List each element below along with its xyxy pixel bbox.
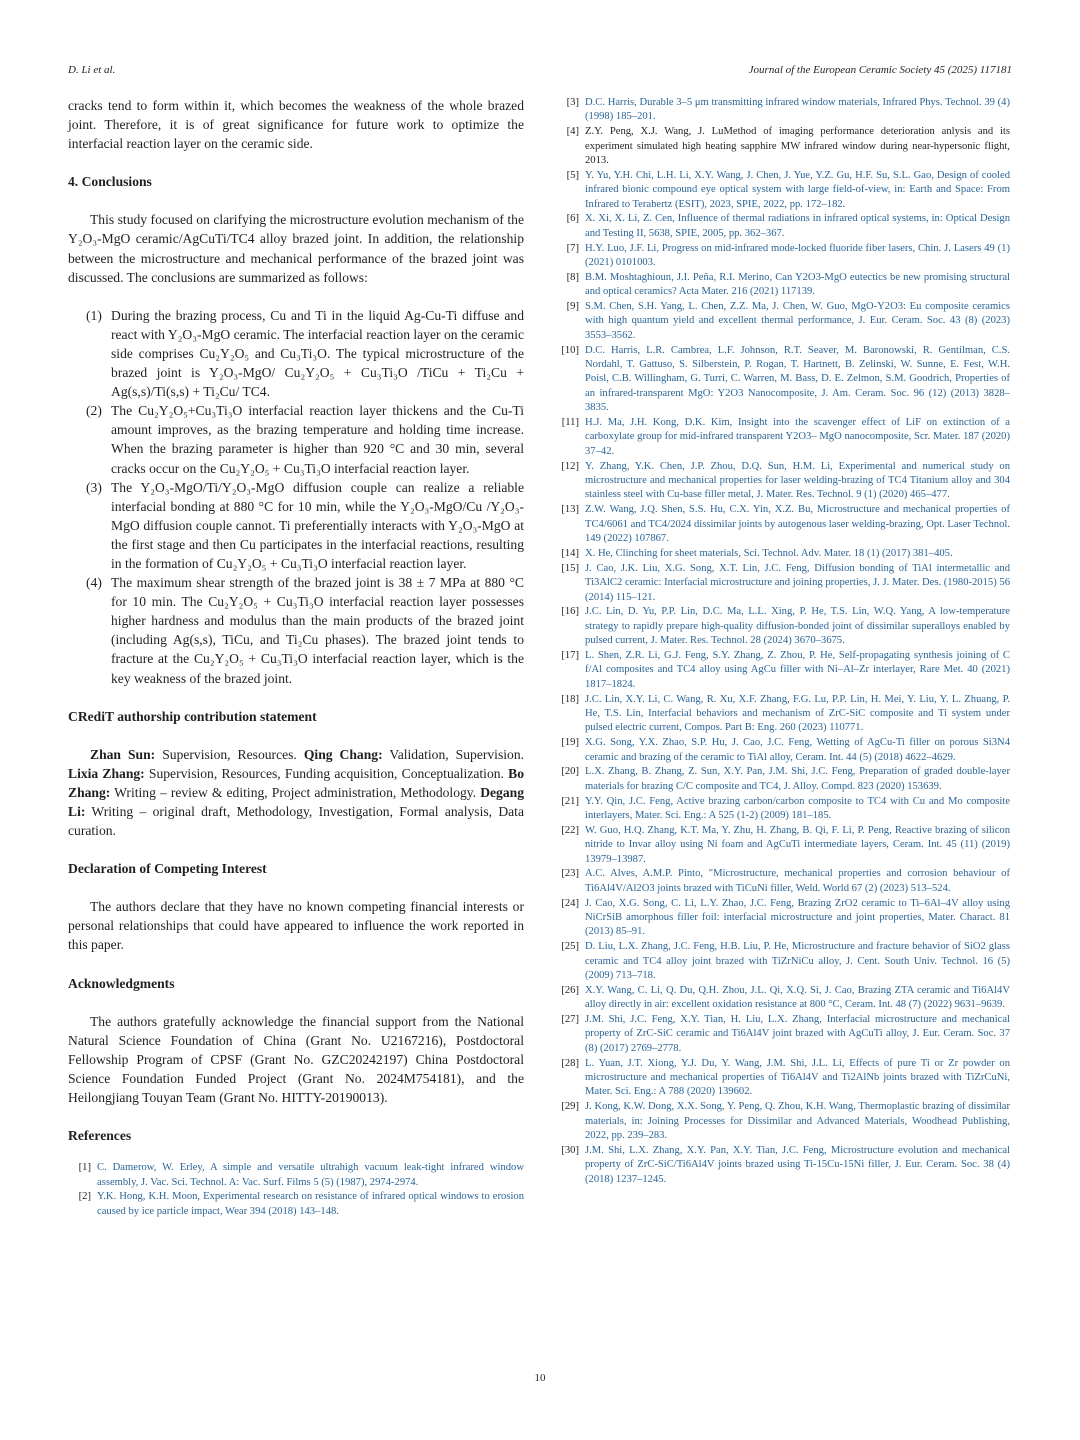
reference-number: [21] xyxy=(561,795,579,807)
references-list-left xyxy=(68,1161,524,1219)
reference-number: [2] xyxy=(78,1191,91,1203)
conclusion-label: (3) xyxy=(86,479,102,495)
credit-roles: Writing – original draft, Methodology, Investigation, Formal analysis, Data curation. xyxy=(68,804,524,839)
reference-link[interactable]: L. Yuan, J.T. Xiong, Y.J. Du, Y. Wang, J.M. Shi, J.L. Li, Effects of pure Ti or Zr powder on microstructure and mechanical properties of Ti6Al4V and Ti2AlNb joints brazed with TiZrCuNi, Mater. Sci. Eng.: A 788 (2020) 139602. xyxy=(585,1057,1010,1098)
credit-roles: Validation, Supervision. xyxy=(382,746,525,762)
credit-name: Zhan Sun: xyxy=(90,746,156,762)
reference-number: [25] xyxy=(561,941,579,953)
conclusion-text: The Cu₂Y₂O₅+Cu₃Ti₃O interfacial reaction layer thickens and the Cu-Ti amount improves, as the brazing temperature and holding time increase. When the brazing parameter is higher than 920 °C and 30 min, several cracks occur on the Cu₂Y₂O₅ + Cu₃Ti₃O interfacial reaction layer. xyxy=(111,403,524,476)
reference-link[interactable]: X. He, Clinching for sheet materials, Sci. Technol. Adv. Mater. 18 (1) (2017) 381–405. xyxy=(585,547,953,559)
conclusion-text: The maximum shear strength of the brazed joint is 38 ± 7 MPa at 880 °C for 10 min. The Cu₂Y₂O₅ + Cu₃Ti₃O interfacial reaction layer possesses higher hardness and modulus than the main products of the brazed joint (including Ag(s,s), TiCu, and Ti₂Cu phases). The brazed joint tends to fracture at the Cu₂Y₂O₅ + Cu₃Ti₃O interfacial reaction layer, which is the key weakness of the brazed joint. xyxy=(111,575,524,686)
reference-number: [9] xyxy=(566,301,579,313)
reference-link[interactable]: J.C. Lin, D. Yu, P.P. Lin, D.C. Ma, L.L. Xing, P. He, T.S. Lin, W.Q. Yang, A low-temperature strategy to rapidly prepare high-quality diffusion-bonded joint of dissimilar superalloys enabled by pulsed current, J. Mater. Res. Technol. 28 (2024) 3670–3675. xyxy=(585,606,1010,647)
reference-link[interactable]: Y.Y. Qin, J.C. Feng, Active brazing carbon/carbon composite to TC4 with Cu and Mo composite interlayers, Mater. Sci. Eng.: A 525 (1-2) (2009) 181–185. xyxy=(585,795,1010,821)
reference-item xyxy=(556,693,1010,736)
reference-number: [20] xyxy=(561,766,579,778)
reference-number: [14] xyxy=(561,547,579,559)
reference-item xyxy=(556,212,1010,241)
reference-link[interactable]: C. Damerow, W. Erley, A simple and versatile ultrahigh vacuum leak-tight infrared window assembly, J. Vac. Sci. Technol. A: Vac. Surf. Films 5 (5) (1987), 2974-2974. xyxy=(97,1162,524,1188)
conclusions-heading: 4. Conclusions xyxy=(68,174,152,190)
reference-link[interactable]: X. Xi, X. Li, Z. Cen, Influence of thermal radiations in infrared optical systems, in: Optical Design and Testing II, 5638, SPIE, 2005, pp. 362–367. xyxy=(585,213,1010,239)
reference-link[interactable]: D.C. Harris, L.R. Cambrea, L.F. Johnson, R.T. Seaver, M. Baronowski, R. Gentilman, C.S. Nordahl, T. Gattuso, S. Silberstein, P. Rogan, T. Hartnett, B. Zelinski, W. Sunne, E. Fest, W.H. Poisl, C.B. Willingham, G. Turri, C. Warren, M. Bass, D. E. Zelmon, S.M. Goodrich, Properties of an infrared-transparent MgO: Y2O3 Nanocomposite, J. Am. Ceram. Soc. 96 (12) (2013) 3828–3835. xyxy=(585,344,1010,414)
reference-item xyxy=(556,1013,1010,1056)
reference-link[interactable]: Y.K. Hong, K.H. Moon, Experimental research on resistance of infrared optical windows to erosion caused by ice particle impact, Wear 394 (2018) 143–148. xyxy=(97,1191,524,1217)
left-column xyxy=(68,96,524,1220)
credit-roles: Supervision, Resources. xyxy=(155,746,304,762)
conclusion-label: (2) xyxy=(86,403,102,419)
reference-number: [30] xyxy=(561,1144,579,1156)
conclusion-item xyxy=(68,306,524,401)
reference-item xyxy=(556,765,1010,794)
reference-item xyxy=(556,649,1010,692)
reference-link[interactable]: Y. Zhang, Y.K. Chen, J.P. Zhou, D.Q. Sun, H.M. Li, Experimental and numerical study on microstructure and mechanical properties for laser welding-brazing of TC4 Titanium alloy and 304 stainless steel with Cu-base filler metal, J. Mater. Res. Technol. 9 (1) (2020) 465–477. xyxy=(585,460,1010,501)
reference-link[interactable]: J.M. Shi, J.C. Feng, X.Y. Tian, H. Liu, L.X. Zhang, Interfacial microstructure and mechanical property of ZrC-SiC ceramic and Ti6Al4V joint brazed with AgCuTi alloy, J. Eur. Ceram. Soc. 37 (8) (2017) 2769–2778. xyxy=(585,1013,1010,1054)
reference-number: [27] xyxy=(561,1013,579,1025)
reference-item xyxy=(556,1100,1010,1143)
reference-number: [1] xyxy=(78,1162,91,1174)
reference-link[interactable]: S.M. Chen, S.H. Yang, L. Chen, Z.Z. Ma, J. Chen, W. Guo, MgO-Y2O3: Eu composite ceramics with high quantum yield and excellent thermal performance, J. Eur. Ceram. Soc. 43 (8) (2023) 3553–3562. xyxy=(585,301,1010,341)
reference-link[interactable]: W. Guo, H.Q. Zhang, K.T. Ma, Y. Zhu, H. Zhang, B. Qi, F. Li, P. Peng, Reactive brazing of silicon nitride to Invar alloy using Ni foam and AgCuTi intermediate layers, Ceram. Int. 45 (11) (2019) 13979–13987. xyxy=(585,824,1010,865)
reference-link[interactable]: Z.W. Wang, J.Q. Shen, S.S. Hu, C.X. Yin, X.Z. Bu, Microstructure and mechanical properties of TC4/6061 and TC4/2024 dissimilar joints by autogenous laser welding-brazing, Opt. Laser Technol. 149 (2022) 107867. xyxy=(585,504,1010,545)
reference-item xyxy=(68,1190,524,1219)
reference-number: [19] xyxy=(561,737,579,749)
reference-number: [18] xyxy=(561,693,579,705)
reference-link[interactable]: J.M. Shi, L.X. Zhang, X.Y. Pan, X.Y. Tian, J.C. Feng, Microstructure evolution and mechanical property of ZrC-SiC/Ti6Al4V joints brazed using Ti-15Cu-15Ni filler, J. Eur. Ceram. Soc. 38 (4) (2018) 1237–1245. xyxy=(585,1144,1010,1185)
running-head-authors: D. Li et al. xyxy=(68,64,116,76)
reference-link[interactable]: D. Liu, L.X. Zhang, J.C. Feng, H.B. Liu, P. He, Microstructure and fracture behavior of SiO2 glass ceramic and TC4 alloy joint brazed with TiZrNiCu alloy, J. Cent. South Univ. Technol. 16 (5) (2009) 713–718. xyxy=(585,941,1010,981)
reference-item xyxy=(556,242,1010,271)
reference-number: [10] xyxy=(561,344,579,356)
reference-item xyxy=(556,344,1010,416)
references-list-right xyxy=(556,96,1010,1187)
credit-name: Degang Li: xyxy=(68,784,524,819)
reference-item xyxy=(556,503,1010,546)
reference-number: [29] xyxy=(561,1101,579,1113)
references-heading: References xyxy=(68,1128,132,1144)
reference-number: [11] xyxy=(561,417,579,429)
page-number: 10 xyxy=(534,1372,546,1384)
conclusion-text: The Y₂O₃-MgO/Ti/Y₂O₃-MgO diffusion couple can realize a reliable interfacial bonding at 880 °C for 10 min, while the Y₂O₃-MgO/Cu /Y₂O₃-MgO diffusion couple cannot. Ti preferentially interacts with Y₂O₃-MgO at the first stage and then Cu participates in the interfacial reactions, resulting in the formation of Cu₂Y₂O₅ + Cu₃Ti₃O interfacial reaction layer. xyxy=(111,479,524,571)
reference-link[interactable]: A.C. Alves, A.M.P. Pinto, "Microstructure, mechanical properties and corrosion behaviour of Ti6Al4V/Al2O3 joints brazed with TiCuNi filler, Weld. World 67 (2) (2023) 513–524. xyxy=(585,868,1010,894)
reference-item xyxy=(556,824,1010,867)
reference-item xyxy=(556,416,1010,459)
continued-paragraph: cracks tend to form within it, which becomes the weakness of the whole brazed joint. Therefore, it is of great significance for future work to optimize the interfacial reaction layer on the ceramic side. xyxy=(68,98,524,152)
reference-link[interactable]: L. Shen, Z.R. Li, G.J. Feng, S.Y. Zhang, Z. Zhou, P. He, Self-propagating synthesis joining of C f/Al composites and TC4 alloy using AgCu filler with Ni–Al–Zr interlayer, Rare Met. 40 (2021) 1817–1824. xyxy=(585,649,1010,690)
competing-text: The authors declare that they have no known competing financial interests or personal relationships that could have appeared to influence the work reported in this paper. xyxy=(68,899,524,953)
reference-link[interactable]: Y. Yu, Y.H. Chi, L.H. Li, X.Y. Wang, J. Chen, J. Yue, Y.Z. Gu, H.F. Su, S.L. Gao, Design of cooled infrared bionic compound eye optical system with large field-of-view, in: Earth and Space: From Infrared to Terahertz (ESIT), 2023, SPIE, 2022, pp. 172–182. xyxy=(585,169,1010,210)
reference-number: [15] xyxy=(561,562,579,574)
credit-name: Qing Chang: xyxy=(303,746,383,762)
credit-name: Bo Zhang: xyxy=(68,765,524,800)
reference-link[interactable]: J. Cao, X.G. Song, C. Li, L.Y. Zhao, J.C. Feng, Brazing ZrO2 ceramic to Ti–6Al–4V alloy using NiCrSiB amorphous filler foil: interfacial microstructure and joint properties, Mater. Charact. 81 (2013) 85–91. xyxy=(585,897,1010,938)
reference-number: [28] xyxy=(561,1057,579,1069)
reference-item xyxy=(556,940,1010,983)
conclusions-list xyxy=(68,306,524,688)
reference-number: [24] xyxy=(561,897,579,909)
reference-item xyxy=(556,547,1010,561)
reference-item xyxy=(556,605,1010,648)
reference-item xyxy=(556,897,1010,940)
reference-number: [4] xyxy=(566,126,579,138)
reference-number: [23] xyxy=(561,868,579,880)
conclusion-item xyxy=(68,401,524,477)
competing-heading: Declaration of Competing Interest xyxy=(68,861,267,877)
reference-text: Z.Y. Peng, X.J. Wang, J. LuMethod of imaging performance deterioration anlysis and its experiment simulated high heating sapphire MW infrared window during near-hypersonic flight, 2013. xyxy=(585,126,1010,167)
reference-item xyxy=(556,460,1010,503)
reference-link[interactable]: X.Y. Wang, C. Li, Q. Du, Q.H. Zhou, J.L. Qi, X.Q. Si, J. Cao, Brazing ZTA ceramic and Ti6Al4V alloy directly in air: excellent oxidation resistance at 800 °C, Ceram. Int. 48 (7) (2022) 9631–9639. xyxy=(585,984,1010,1011)
reference-item xyxy=(556,867,1010,896)
conclusion-text: During the brazing process, Cu and Ti in the liquid Ag-Cu-Ti diffuse and react with Y₂O₃-MgO ceramic. The interfacial reaction layer on the ceramic side comprises Cu₂Y₂O₅ and Cu₃Ti₃O. The typical microstructure of the brazed joint is Y₂O₃-MgO/ Cu₂Y₂O₅ + Cu₃Ti₃O /TiCu + Ti₂Cu + Ag(s,s)/Ti(s,s) + Ti₂Cu/ TC4. xyxy=(111,307,524,400)
reference-item xyxy=(556,300,1010,343)
reference-item xyxy=(68,1161,524,1190)
credit-roles: Supervision, Resources, Funding acquisition, Conceptualization. xyxy=(144,765,509,781)
reference-item xyxy=(556,562,1010,605)
reference-number: [5] xyxy=(566,169,579,181)
credit-name: Lixia Zhang: xyxy=(68,765,145,781)
reference-item xyxy=(556,125,1010,168)
reference-link[interactable]: D.C. Harris, Durable 3–5 μm transmitting infrared window materials, Infrared Phys. Technol. 39 (4) (1998) 185–201. xyxy=(585,97,1010,123)
credit-heading: CRediT authorship contribution statement xyxy=(68,708,317,724)
conclusion-item xyxy=(68,478,524,573)
reference-number: [13] xyxy=(561,504,579,516)
reference-item xyxy=(556,795,1010,824)
running-head-journal: Journal of the European Ceramic Society 45 (2025) 117181 xyxy=(748,64,1012,76)
reference-item xyxy=(556,1057,1010,1100)
reference-number: [22] xyxy=(561,824,579,836)
reference-item xyxy=(556,984,1010,1013)
reference-link[interactable]: J. Kong, K.W. Dong, X.X. Song, Y. Peng, Q. Zhou, K.H. Wang, Thermoplastic brazing of dissimilar materials, in: Joining Processes for Dissimilar and Advanced Materials, Woodhead Publishing, 2022, pp. 239–283. xyxy=(585,1101,1010,1141)
conclusion-label: (1) xyxy=(86,307,102,323)
acknowledgments-text: The authors gratefully acknowledge the financial support from the National Natural Science Foundation of China (Grant No. U2167216), Postdoctoral Fellowship Program of CPSF (Grant No. GZC20242197) China Postdoctoral Science Foundation Funded Project (Grant No. 2024M754181), and the Heilongjiang Touyan Team (Grant No. HITTY-20190013). xyxy=(68,1013,524,1106)
reference-number: [6] xyxy=(566,213,579,225)
reference-link[interactable]: H.Y. Luo, J.F. Li, Progress on mid-infrared mode-locked fluoride fiber lasers, Chin. J. Lasers 49 (1) (2021) 0101003. xyxy=(585,242,1010,269)
reference-number: [17] xyxy=(561,649,579,661)
conclusions-intro: This study focused on clarifying the microstructure evolution mechanism of the Y₂O₃-MgO ceramic/AgCuTi/TC4 alloy brazed joint. In addition, the relationship between the microstructure and mechanical performance of the brazed joint was discussed. The conclusions are summarized as follows: xyxy=(68,212,524,285)
conclusion-label: (4) xyxy=(86,575,102,591)
reference-number: [3] xyxy=(566,97,579,108)
reference-link[interactable]: J.C. Lin, X.Y. Li, C. Wang, R. Xu, X.F. Zhang, F.G. Lu, P.P. Lin, H. Mei, Y. Liu, Y. L. Zhuang, P. He, T.S. Lin, Interfacial behaviors and mechanism of ZrC-SiC composite and Ti system under pulsed electric current, Compos. Part B: Eng. 260 (2023) 110771. xyxy=(585,693,1010,734)
reference-number: [7] xyxy=(566,242,579,254)
credit-statement xyxy=(68,745,524,840)
reference-link[interactable]: J. Cao, J.K. Liu, X.G. Song, X.T. Lin, J.C. Feng, Diffusion bonding of TiAl intermetallic and Ti3AlC2 ceramic: Interfacial microstructure and joining properties, J. J. Mater. Des. (1980-2015) 56 (2014) 115–121. xyxy=(585,562,1010,603)
reference-link[interactable]: B.M. Moshtaghioun, J.I. Peña, R.I. Merino, Can Y2O3-MgO eutectics be new promising structural and optical ceramics? Acta Mater. 216 (2021) 117139. xyxy=(585,271,1010,298)
credit-roles: Writing – review & editing, Project administration, Methodology. xyxy=(110,784,481,800)
reference-number: [12] xyxy=(561,460,579,472)
acknowledgments-heading: Acknowledgments xyxy=(68,975,175,991)
reference-item xyxy=(556,169,1010,212)
reference-item xyxy=(556,736,1010,765)
conclusion-item xyxy=(68,573,524,688)
reference-number: [8] xyxy=(566,271,579,283)
reference-number: [16] xyxy=(561,606,579,618)
reference-number: [26] xyxy=(561,984,579,996)
reference-item xyxy=(556,271,1010,300)
reference-item xyxy=(556,96,1010,125)
reference-link[interactable]: H.J. Ma, J.H. Kong, D.K. Kim, Insight into the scavenger effect of LiF on extinction of a carboxylate group for mid-infrared transparent Y2O3– MgO nanocomposite, Scr. Mater. 187 (2020) 37–42. xyxy=(585,417,1010,457)
reference-item xyxy=(556,1144,1010,1187)
reference-link[interactable]: L.X. Zhang, B. Zhang, Z. Sun, X.Y. Pan, J.M. Shi, J.C. Feng, Preparation of graded double-layer materials for brazing C/C composite and TC4, J. Alloy. Compd. 823 (2020) 153639. xyxy=(585,766,1010,792)
reference-link[interactable]: X.G. Song, Y.X. Zhao, S.P. Hu, J. Cao, J.C. Feng, Wetting of AgCu-Ti filler on porous Si3N4 ceramic and brazing of the ceramic to TiAl alloy, Ceram. Int. 44 (5) (2018) 4622–4629. xyxy=(585,737,1010,763)
